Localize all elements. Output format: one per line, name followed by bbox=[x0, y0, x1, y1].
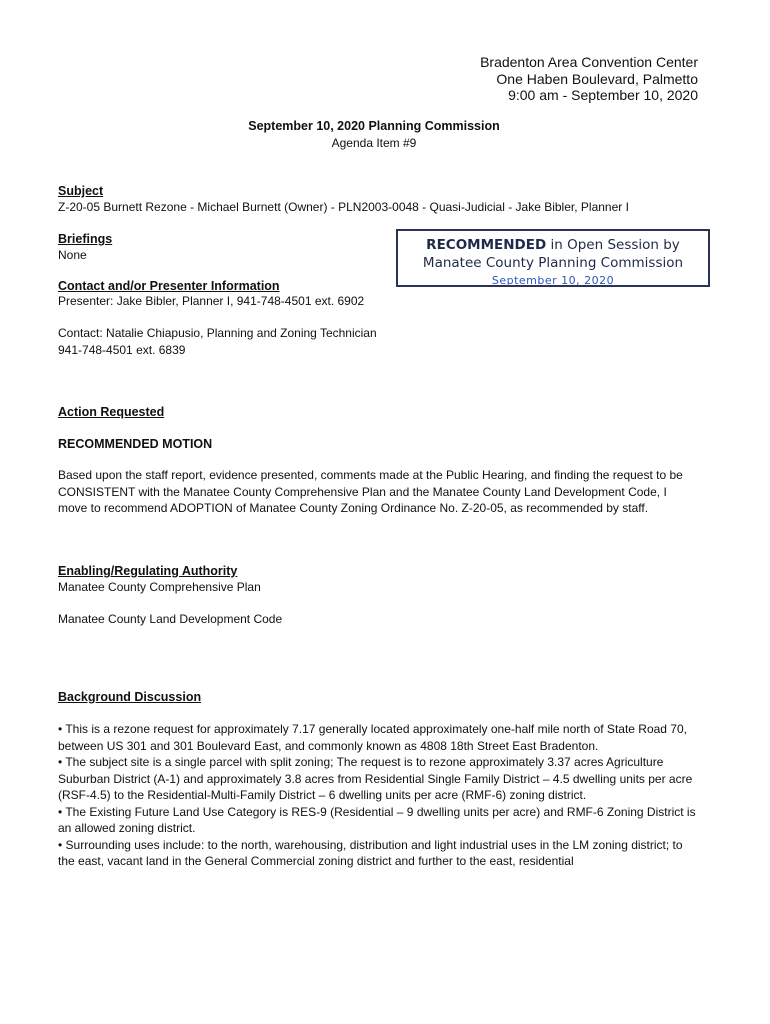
recommended-motion-heading: RECOMMENDED MOTION bbox=[58, 437, 213, 451]
meeting-location bbox=[480, 54, 698, 104]
briefings-heading: Briefings bbox=[58, 232, 113, 246]
presenter-info: Presenter: Jake Bibler, Planner I, 941-748-4501 ext. 6902 bbox=[58, 294, 365, 308]
background-bullet: • This is a rezone request for approximately 7.17 generally located approximately one-half mile north of State Road 70, between US 301 and 301 Boulevard East, and commonly known as 4808 18th Street East Bradenton. bbox=[58, 722, 687, 753]
stamp-recommended: RECOMMENDED bbox=[426, 237, 547, 253]
meeting-time: 9:00 am - September 10, 2020 bbox=[508, 87, 698, 103]
background-bullet: • The Existing Future Land Use Category is RES-9 (Residential – 9 dwelling units per acre) and RMF-6 Zoning District is an allowed zoning district. bbox=[58, 804, 696, 835]
contact-heading: Contact and/or Presenter Information bbox=[58, 279, 280, 293]
background-heading: Background Discussion bbox=[58, 690, 202, 704]
contact-info: Contact: Natalie Chiapusio, Planning and Zoning Technician bbox=[58, 326, 377, 340]
background-bullet: • Surrounding uses include: to the north, warehousing, distribution and light industrial uses in the LM zoning district; to the east, vacant land in the General Commercial zoning district and further to the east, residential bbox=[58, 837, 683, 868]
authority-item-1: Manatee County Comprehensive Plan bbox=[58, 580, 261, 594]
authority-heading: Enabling/Regulating Authority bbox=[58, 564, 238, 578]
meeting-title: September 10, 2020 Planning Commission bbox=[248, 119, 500, 133]
motion-text: Based upon the staff report, evidence presented, comments made at the Public Hearing, and finding the request to be CONSISTENT with the Manatee County Comprehensive Plan and the Manatee County Land Development Code, I move to recommend ADOPTION of Manatee County Zoning Ordinance No. Z-20-05, as recommended by staff. bbox=[58, 468, 683, 515]
action-requested-heading: Action Requested bbox=[58, 405, 165, 419]
background-bullets bbox=[58, 721, 698, 870]
briefings-text: None bbox=[58, 248, 87, 262]
subject-heading: Subject bbox=[58, 184, 104, 198]
recommended-stamp bbox=[396, 229, 710, 287]
stamp-in-open-session: in Open Session by bbox=[546, 237, 680, 253]
venue-name: Bradenton Area Convention Center bbox=[480, 54, 698, 70]
agenda-item-number: Agenda Item #9 bbox=[331, 136, 417, 150]
contact-phone: 941-748-4501 ext. 6839 bbox=[58, 343, 186, 357]
stamp-date: September 10, 2020 bbox=[491, 274, 615, 287]
subject-text: Z-20-05 Burnett Rezone - Michael Burnett (Owner) - PLN2003-0048 - Quasi-Judicial - Jake Bibler, Planner I bbox=[58, 200, 629, 214]
venue-address: One Haben Boulevard, Palmetto bbox=[496, 70, 698, 87]
motion-paragraph bbox=[58, 467, 698, 517]
background-bullet: • The subject site is a single parcel with split zoning; The request is to rezone approximately 3.37 acres Agriculture Suburban District (A-1) and approximately 3.8 acres from Residential Single Family District – 4.5 dwelling units per acre (RSF-4.5) to the Residential-Multi-Family District – 6 dwelling units per acre (RMF-6) zoning district. bbox=[58, 755, 693, 802]
stamp-line-2: Manatee County Planning Commission bbox=[422, 255, 684, 271]
authority-item-2: Manatee County Land Development Code bbox=[58, 612, 283, 626]
stamp-line-1 bbox=[398, 237, 708, 253]
